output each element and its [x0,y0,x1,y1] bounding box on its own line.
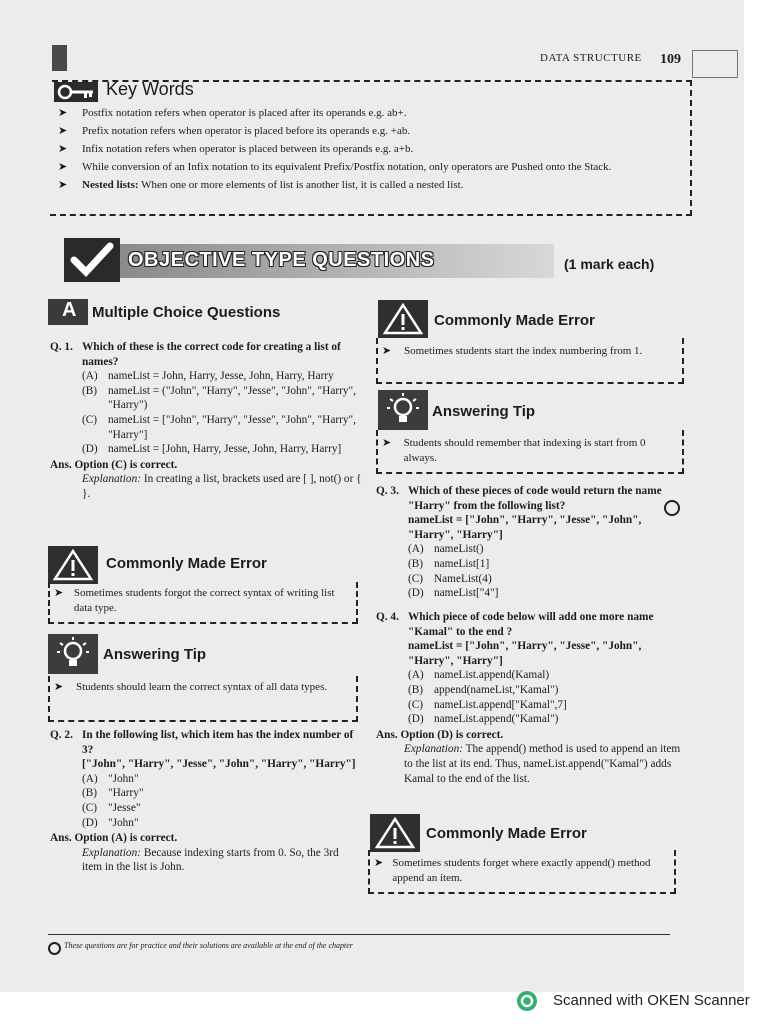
q2-answer: Ans. Option (A) is correct. [50,832,178,845]
q4-option: nameList.append("Kamal") [434,713,559,726]
q4-list: nameList = ["John", "Harry", "Jesse", "John", "Harry", "Harry"] [408,640,642,667]
banner-marks: (1 mark each) [564,256,655,272]
q4-explanation-label: Explanation: [404,743,463,756]
q2-option: "Jesse" [108,801,141,814]
q2-option: "John" [108,772,139,785]
q2-option-label: (C) [82,801,98,814]
keyword-text: Prefix notation refers when operator is placed before its operands e.g. +ab. [82,125,411,137]
corner-tab [52,45,67,71]
q1-option-label: (B) [82,384,98,397]
q1-text: Which of these is the correct code for creating a list of names? [82,341,341,368]
q1-option: nameList = [John, Harry, Jesse, John, Harry, Harry] [108,443,342,456]
keyword-term: Nested lists: [82,179,139,191]
q3-option: nameList[1] [434,557,490,570]
err1-content: ➤ Sometimes students forgot the correct syntax of writing list data type. [54,586,350,615]
q1-number: Q. 1. [50,341,73,353]
keyword-item: ➤ Infix notation refers when operator is placed between its operands e.g. a+b. [58,143,414,155]
q3-option-label: (C) [408,572,424,585]
q4-option-label: (D) [408,713,424,726]
question-3 [376,484,682,601]
q4-option-label: (A) [408,669,424,682]
scanner-label: Scanned with OKEN Scanner [553,992,750,1009]
q3-list: nameList = ["John", "Harry", "Jesse", "John", "Harry", "Harry"] [408,514,642,541]
q3-number: Q. 3. [376,485,399,497]
err2-content: ➤ Sometimes students start the index numbering from 1. [382,345,643,357]
q2-option: "John" [108,816,139,829]
section-a-letter: A [62,299,77,321]
keyword-item: ➤ Nested lists: When one or more elements of list is another list, it is called a nested list. [58,179,464,191]
keywords-list [58,106,684,192]
q2-list: ["John", "Harry", "Jesse", "John", "Harry", "Harry"] [82,758,356,771]
question-2 [50,728,358,875]
q3-option-label: (B) [408,557,424,570]
keywords-title: Key Words [106,79,194,99]
tip2-content: ➤ Students should remember that indexing is start from 0 always. [382,436,676,465]
q1-explanation: In creating a list, brackets used are [ ], not() or { }. [82,473,362,500]
q1-option: nameList = ["John", "Harry", "Jesse", "John", "Harry", "Harry"] [108,413,356,441]
q3-option: NameList(4) [434,572,492,585]
bulb-icon [378,390,428,430]
mcq-title: Multiple Choice Questions [92,304,281,321]
question-1 [50,340,364,502]
warning-icon [378,300,428,338]
err2-text: Sometimes students start the index numbering from 1. [404,345,643,357]
keyword-text: While conversion of an Infix notation to its equivalent Prefix/Postfix notation, only operators are Pushed onto the Stack. [82,161,612,173]
err3-content: ➤ Sometimes students forget where exactly append() method append an item. [374,856,668,885]
keyword-text: When one or more elements of list is another list, it is called a nested list. [141,179,464,191]
q4-number: Q. 4. [376,611,399,623]
warning-icon [370,814,420,852]
tip1-content: ➤ Students should learn the correct syntax of all data types. [54,681,328,693]
err1-title: Commonly Made Error [106,555,267,572]
err3-title: Commonly Made Error [426,825,587,842]
q2-explanation-label: Explanation: [82,846,141,859]
q4-option: append(nameList,"Kamal") [434,683,559,696]
footer-mark-icon [48,942,61,955]
check-icon [64,238,120,282]
q4-option-label: (B) [408,683,424,696]
q4-answer: Ans. Option (D) is correct. [376,728,504,741]
tip2-text: Students should remember that indexing is start from 0 always. [403,437,646,464]
q4-option-label: (C) [408,698,424,711]
q3-text: Which of these pieces of code would return the name "Harry" from the following list? [408,485,662,512]
footer-note: These questions are for practice and their solutions are available at the end of the chapter [64,941,353,950]
q4-option: nameList.append["Kamal",7] [434,698,567,711]
err3-text: Sometimes students forget where exactly append() method append an item. [392,857,651,884]
q1-option-label: (D) [82,443,98,456]
tip1-title: Answering Tip [103,646,207,663]
q1-option-label: (A) [82,370,98,383]
scanner-logo-icon [516,990,538,1012]
page-box [692,50,738,78]
tip1-text: Students should learn the correct syntax of all data types. [76,681,328,693]
q4-text: Which piece of code below will add one more name "Kamal" to the end ? [408,611,654,638]
q3-option-label: (A) [408,543,424,556]
q4-explanation: The append() method is used to append an item to the list at its end. Thus, nameList.append("Kamal") adds Kamal to the end of the list. [404,743,681,785]
q2-explanation: Because indexing starts from 0. So, the 3rd item in the list is John. [82,846,339,874]
err1-text: Sometimes students forgot the correct syntax of writing list data type. [73,587,335,614]
header-subject: DATA STRUCTURE [540,52,642,64]
q3-option: nameList["4"] [434,587,499,600]
q1-option-label: (C) [82,413,98,426]
q3-option: nameList() [434,543,484,556]
q2-option-label: (D) [82,816,98,829]
keyword-item: ➤ Prefix notation refers when operator is placed before its operands e.g. +ab. [58,125,411,137]
q2-option-label: (A) [82,772,98,785]
q3-option-label: (D) [408,587,424,600]
keyword-text: Infix notation refers when operator is placed between its operands e.g. a+b. [82,143,414,155]
bulb-icon [48,634,98,674]
question-4 [376,610,682,786]
key-icon [54,82,98,102]
q1-answer: Ans. Option (C) is correct. [50,458,178,471]
q4-option: nameList.append(Kamal) [434,669,550,682]
q2-option: "Harry" [108,787,144,800]
q1-option: nameList = ("John", "Harry", "Jesse", "John", "Harry", "Harry") [108,384,356,412]
banner-title: OBJECTIVE TYPE QUESTIONS [128,249,435,271]
err2-title: Commonly Made Error [434,312,595,329]
q1-option: nameList = John, Harry, Jesse, John, Harry, Harry [108,370,334,383]
footer-rule [48,934,670,935]
warning-icon [48,546,98,584]
q2-text: In the following list, which item has the index number of 3? [82,729,354,756]
tip2-title: Answering Tip [432,403,536,420]
keyword-item: ➤ Postfix notation refers when operator is placed after its operands e.g. ab+. [58,107,407,119]
q2-option-label: (B) [82,787,98,800]
keyword-item: ➤ While conversion of an Infix notation to its equivalent Prefix/Postfix notation, only operators are Pushed onto the Stack. [58,161,612,173]
keyword-text: Postfix notation refers when operator is placed after its operands e.g. ab+. [82,107,407,119]
practice-mark-icon [664,500,680,516]
q2-number: Q. 2. [50,729,73,741]
page-number: 109 [660,52,681,67]
q1-explanation-label: Explanation: [82,473,141,486]
